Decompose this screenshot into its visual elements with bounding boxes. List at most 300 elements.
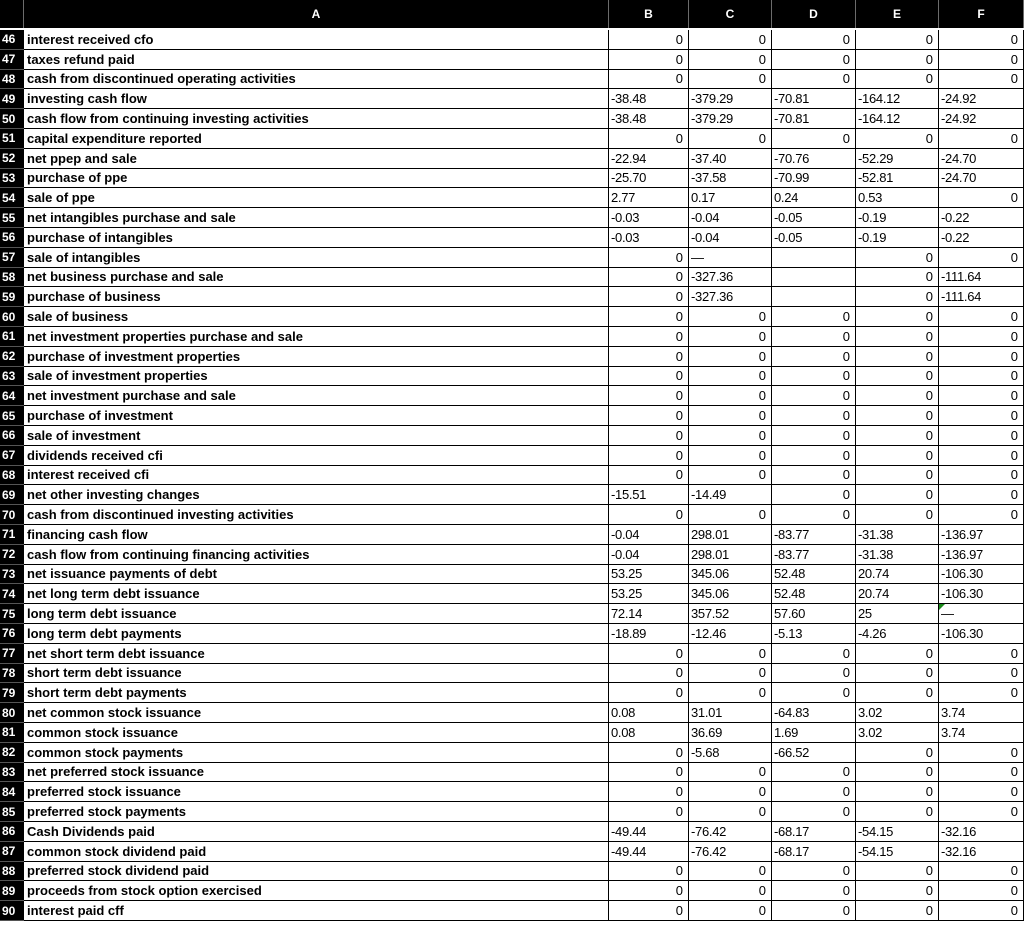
row-header[interactable]: 86 — [0, 822, 24, 842]
cell-value[interactable]: -164.12 — [856, 89, 939, 109]
cell-value[interactable]: — — [689, 248, 772, 268]
cell-value[interactable]: -32.16 — [939, 842, 1024, 862]
cell-value[interactable]: 345.06 — [689, 565, 772, 585]
cell-value[interactable]: -106.30 — [939, 584, 1024, 604]
cell-value[interactable]: 0 — [609, 406, 689, 426]
row-header[interactable]: 53 — [0, 169, 24, 189]
cell-value[interactable]: 0 — [856, 30, 939, 50]
cell-value[interactable]: 3.74 — [939, 703, 1024, 723]
cell-label[interactable]: long term debt issuance — [24, 604, 609, 624]
cell-value[interactable]: 0 — [689, 446, 772, 466]
cell-value[interactable]: 0 — [856, 386, 939, 406]
cell-value[interactable]: 0 — [609, 30, 689, 50]
cell-value[interactable]: 0 — [939, 881, 1024, 901]
cell-label[interactable]: cash from discontinued operating activities — [24, 70, 609, 90]
cell-value[interactable]: 0 — [772, 50, 856, 70]
cell-value[interactable]: 0 — [689, 466, 772, 486]
cell-label[interactable]: taxes refund paid — [24, 50, 609, 70]
cell-value[interactable]: -70.99 — [772, 169, 856, 189]
cell-label[interactable]: net investment properties purchase and sale — [24, 327, 609, 347]
cell-label[interactable]: preferred stock issuance — [24, 782, 609, 802]
row-header[interactable]: 64 — [0, 386, 24, 406]
row-header[interactable]: 68 — [0, 466, 24, 486]
cell-value[interactable]: 0 — [939, 406, 1024, 426]
cell-value[interactable]: 0 — [609, 505, 689, 525]
cell-value[interactable]: 0 — [856, 644, 939, 664]
cell-value[interactable]: -83.77 — [772, 545, 856, 565]
cell-label[interactable]: proceeds from stock option exercised — [24, 881, 609, 901]
row-header[interactable]: 67 — [0, 446, 24, 466]
cell-value[interactable]: 0 — [939, 485, 1024, 505]
cell-value[interactable]: 0 — [772, 70, 856, 90]
cell-value[interactable]: 0.53 — [856, 188, 939, 208]
row-header[interactable]: 81 — [0, 723, 24, 743]
cell-label[interactable]: preferred stock dividend paid — [24, 862, 609, 882]
cell-value[interactable]: 0 — [772, 664, 856, 684]
cell-value[interactable]: 0 — [609, 367, 689, 387]
cell-label[interactable]: long term debt payments — [24, 624, 609, 644]
cell-value[interactable]: 0 — [939, 862, 1024, 882]
cell-label[interactable]: interest received cfo — [24, 30, 609, 50]
cell-value[interactable]: 0.17 — [689, 188, 772, 208]
cell-value[interactable]: 25 — [856, 604, 939, 624]
cell-value[interactable]: 0 — [939, 327, 1024, 347]
cell-value[interactable]: -24.92 — [939, 109, 1024, 129]
cell-value[interactable]: -49.44 — [609, 822, 689, 842]
cell-value[interactable]: 0 — [609, 70, 689, 90]
cell-value[interactable]: -379.29 — [689, 109, 772, 129]
cell-value[interactable]: 0 — [856, 782, 939, 802]
cell-value[interactable]: 0 — [856, 683, 939, 703]
cell-value[interactable]: 0 — [609, 327, 689, 347]
cell-value[interactable]: 0 — [609, 782, 689, 802]
cell-value[interactable]: 0 — [609, 426, 689, 446]
cell-value[interactable]: 0 — [609, 901, 689, 921]
cell-value[interactable]: 53.25 — [609, 565, 689, 585]
cell-value[interactable]: 0 — [772, 386, 856, 406]
cell-value[interactable]: 0 — [609, 446, 689, 466]
cell-value[interactable]: 0 — [856, 763, 939, 783]
cell-value[interactable]: 0 — [689, 30, 772, 50]
cell-label[interactable]: preferred stock payments — [24, 802, 609, 822]
cell-value[interactable]: 0 — [772, 406, 856, 426]
row-header[interactable]: 66 — [0, 426, 24, 446]
cell-label[interactable]: net investment purchase and sale — [24, 386, 609, 406]
cell-value[interactable]: 0 — [689, 50, 772, 70]
cell-value[interactable]: -24.92 — [939, 89, 1024, 109]
cell-label[interactable]: net intangibles purchase and sale — [24, 208, 609, 228]
cell-value[interactable]: 0 — [609, 862, 689, 882]
cell-value[interactable]: 0 — [939, 30, 1024, 50]
cell-value[interactable]: -379.29 — [689, 89, 772, 109]
cell-label[interactable]: cash flow from continuing financing activities — [24, 545, 609, 565]
row-header[interactable]: 61 — [0, 327, 24, 347]
cell-value[interactable]: -52.81 — [856, 169, 939, 189]
cell-value[interactable]: 0 — [939, 782, 1024, 802]
cell-value[interactable]: 0 — [856, 70, 939, 90]
cell-value[interactable]: -38.48 — [609, 89, 689, 109]
cell-value[interactable]: -0.05 — [772, 228, 856, 248]
cell-label[interactable]: financing cash flow — [24, 525, 609, 545]
row-header[interactable]: 74 — [0, 584, 24, 604]
cell-value[interactable]: -22.94 — [609, 149, 689, 169]
cell-value[interactable]: 3.02 — [856, 703, 939, 723]
cell-value[interactable]: 0 — [939, 129, 1024, 149]
cell-label[interactable]: short term debt issuance — [24, 664, 609, 684]
cell-value[interactable]: 36.69 — [689, 723, 772, 743]
cell-value[interactable]: 2.77 — [609, 188, 689, 208]
cell-label[interactable]: purchase of investment properties — [24, 347, 609, 367]
cell-label[interactable]: net ppep and sale — [24, 149, 609, 169]
cell-value[interactable]: 0 — [856, 287, 939, 307]
cell-value[interactable]: -136.97 — [939, 525, 1024, 545]
cell-value[interactable]: -54.15 — [856, 822, 939, 842]
cell-value[interactable]: 0 — [772, 505, 856, 525]
row-header[interactable]: 79 — [0, 683, 24, 703]
cell-value[interactable]: 0 — [772, 862, 856, 882]
cell-value[interactable]: 0 — [856, 485, 939, 505]
cell-value[interactable]: 0 — [772, 683, 856, 703]
cell-value[interactable]: 0 — [772, 347, 856, 367]
cell-value[interactable]: -68.17 — [772, 842, 856, 862]
cell-label[interactable]: dividends received cfi — [24, 446, 609, 466]
cell-value[interactable]: -0.19 — [856, 228, 939, 248]
cell-value[interactable]: 0 — [939, 307, 1024, 327]
cell-value[interactable]: 0 — [856, 881, 939, 901]
cell-value[interactable]: 0 — [856, 446, 939, 466]
row-header[interactable]: 60 — [0, 307, 24, 327]
row-header[interactable]: 59 — [0, 287, 24, 307]
cell-value[interactable]: 0 — [772, 466, 856, 486]
cell-label[interactable]: cash from discontinued investing activities — [24, 505, 609, 525]
row-header[interactable]: 71 — [0, 525, 24, 545]
cell-value[interactable]: 3.74 — [939, 723, 1024, 743]
cell-value[interactable]: 0 — [939, 248, 1024, 268]
cell-value[interactable]: 0 — [609, 802, 689, 822]
cell-value[interactable]: 72.14 — [609, 604, 689, 624]
cell-value[interactable]: 0 — [609, 466, 689, 486]
cell-value[interactable]: -164.12 — [856, 109, 939, 129]
cell-value[interactable]: 0 — [689, 901, 772, 921]
cell-value[interactable]: 0 — [772, 763, 856, 783]
cell-value[interactable]: -106.30 — [939, 624, 1024, 644]
row-header[interactable]: 54 — [0, 188, 24, 208]
cell-value[interactable]: 0 — [689, 782, 772, 802]
cell-label[interactable]: net other investing changes — [24, 485, 609, 505]
cell-value[interactable]: -15.51 — [609, 485, 689, 505]
cell-value[interactable]: -0.04 — [609, 545, 689, 565]
cell-value[interactable]: 0 — [939, 188, 1024, 208]
row-header[interactable]: 49 — [0, 89, 24, 109]
cell-value[interactable]: 0 — [609, 50, 689, 70]
cell-value[interactable]: -49.44 — [609, 842, 689, 862]
cell-value[interactable]: -327.36 — [689, 287, 772, 307]
cell-label[interactable]: short term debt payments — [24, 683, 609, 703]
cell-value[interactable]: -111.64 — [939, 268, 1024, 288]
cell-value[interactable]: 0 — [772, 426, 856, 446]
row-header[interactable]: 88 — [0, 862, 24, 882]
cell-value[interactable]: 0 — [689, 505, 772, 525]
cell-value[interactable]: -5.13 — [772, 624, 856, 644]
cell-value[interactable] — [772, 248, 856, 268]
row-header[interactable]: 83 — [0, 763, 24, 783]
cell-label[interactable]: investing cash flow — [24, 89, 609, 109]
cell-value[interactable]: -31.38 — [856, 525, 939, 545]
row-header[interactable]: 48 — [0, 70, 24, 90]
cell-value[interactable]: 0 — [689, 664, 772, 684]
cell-value[interactable]: 0 — [772, 129, 856, 149]
cell-value[interactable]: 0.24 — [772, 188, 856, 208]
cell-value[interactable]: 0 — [856, 367, 939, 387]
cell-value[interactable]: 52.48 — [772, 584, 856, 604]
cell-value[interactable]: 0 — [689, 881, 772, 901]
cell-value[interactable]: -0.04 — [689, 208, 772, 228]
cell-value[interactable]: -31.38 — [856, 545, 939, 565]
cell-value[interactable]: 0 — [939, 763, 1024, 783]
cell-value[interactable]: -0.03 — [609, 208, 689, 228]
row-header[interactable]: 46 — [0, 30, 24, 50]
row-header[interactable]: 80 — [0, 703, 24, 723]
cell-value[interactable]: -5.68 — [689, 743, 772, 763]
cell-value[interactable]: 0 — [772, 307, 856, 327]
cell-label[interactable]: net business purchase and sale — [24, 268, 609, 288]
cell-value[interactable]: 0 — [689, 763, 772, 783]
cell-label[interactable]: sale of investment — [24, 426, 609, 446]
cell-value[interactable]: -83.77 — [772, 525, 856, 545]
cell-value[interactable]: -70.81 — [772, 89, 856, 109]
cell-value[interactable]: 0 — [689, 129, 772, 149]
cell-value[interactable]: 0 — [856, 901, 939, 921]
cell-value[interactable]: 0 — [689, 683, 772, 703]
row-header[interactable]: 75 — [0, 604, 24, 624]
row-header[interactable]: 58 — [0, 268, 24, 288]
cell-value[interactable]: 0 — [689, 347, 772, 367]
cell-value[interactable]: 0 — [609, 683, 689, 703]
cell-value[interactable]: 0 — [939, 367, 1024, 387]
cell-value[interactable]: 52.48 — [772, 565, 856, 585]
column-header-e[interactable]: E — [856, 0, 939, 28]
cell-label[interactable]: sale of investment properties — [24, 367, 609, 387]
cell-value[interactable]: 57.60 — [772, 604, 856, 624]
cell-value[interactable]: 0 — [689, 406, 772, 426]
cell-value[interactable]: -76.42 — [689, 822, 772, 842]
cell-label[interactable]: interest received cfi — [24, 466, 609, 486]
cell-value[interactable]: 0 — [856, 466, 939, 486]
cell-value[interactable]: 0 — [939, 446, 1024, 466]
cell-value[interactable]: -0.22 — [939, 208, 1024, 228]
cell-value[interactable]: 0 — [939, 505, 1024, 525]
cell-value[interactable]: -37.58 — [689, 169, 772, 189]
cell-value[interactable]: 0 — [689, 70, 772, 90]
cell-label[interactable]: net short term debt issuance — [24, 644, 609, 664]
row-header[interactable]: 47 — [0, 50, 24, 70]
cell-value[interactable]: 31.01 — [689, 703, 772, 723]
row-header[interactable]: 62 — [0, 347, 24, 367]
cell-value[interactable]: -0.19 — [856, 208, 939, 228]
cell-value[interactable]: -70.76 — [772, 149, 856, 169]
cell-value[interactable]: 0 — [939, 466, 1024, 486]
cell-value[interactable]: 0 — [856, 862, 939, 882]
cell-value[interactable]: 0 — [772, 446, 856, 466]
cell-value[interactable]: -52.29 — [856, 149, 939, 169]
cell-value[interactable]: 53.25 — [609, 584, 689, 604]
cell-value[interactable]: -0.05 — [772, 208, 856, 228]
cell-value[interactable]: -24.70 — [939, 149, 1024, 169]
cell-value[interactable]: 0 — [856, 406, 939, 426]
cell-value[interactable]: 0 — [689, 386, 772, 406]
cell-value[interactable]: -4.26 — [856, 624, 939, 644]
cell-value[interactable]: 0 — [689, 426, 772, 446]
cell-value[interactable]: -111.64 — [939, 287, 1024, 307]
cell-label[interactable]: purchase of ppe — [24, 169, 609, 189]
cell-value[interactable]: -0.03 — [609, 228, 689, 248]
cell-label[interactable]: capital expenditure reported — [24, 129, 609, 149]
cell-value[interactable]: 0 — [856, 664, 939, 684]
cell-value[interactable]: 0 — [609, 386, 689, 406]
cell-value[interactable]: 20.74 — [856, 584, 939, 604]
cell-value[interactable] — [772, 287, 856, 307]
cell-value[interactable]: -12.46 — [689, 624, 772, 644]
cell-value[interactable]: 0 — [939, 802, 1024, 822]
cell-value[interactable] — [772, 268, 856, 288]
cell-label[interactable]: purchase of intangibles — [24, 228, 609, 248]
cell-label[interactable]: interest paid cff — [24, 901, 609, 921]
cell-value[interactable]: -66.52 — [772, 743, 856, 763]
cell-value[interactable]: -136.97 — [939, 545, 1024, 565]
column-header-c[interactable]: C — [689, 0, 772, 28]
cell-value[interactable]: 0 — [939, 347, 1024, 367]
cell-value[interactable]: -0.04 — [689, 228, 772, 248]
cell-value[interactable]: -37.40 — [689, 149, 772, 169]
cell-value[interactable]: 0 — [772, 30, 856, 50]
cell-value[interactable]: 0 — [609, 287, 689, 307]
row-header[interactable]: 51 — [0, 129, 24, 149]
row-header[interactable]: 82 — [0, 743, 24, 763]
cell-value[interactable]: 0 — [689, 862, 772, 882]
cell-value[interactable]: 0 — [939, 386, 1024, 406]
cell-value[interactable]: 0 — [609, 664, 689, 684]
cell-label[interactable]: net preferred stock issuance — [24, 763, 609, 783]
cell-value[interactable]: 0 — [856, 327, 939, 347]
row-header[interactable]: 90 — [0, 901, 24, 921]
cell-value[interactable]: 0 — [856, 347, 939, 367]
cell-value[interactable]: 0 — [856, 307, 939, 327]
row-header[interactable]: 85 — [0, 802, 24, 822]
cell-value[interactable]: 0 — [939, 426, 1024, 446]
cell-value[interactable]: 0.08 — [609, 723, 689, 743]
cell-value[interactable]: 0 — [856, 743, 939, 763]
cell-label[interactable]: purchase of business — [24, 287, 609, 307]
cell-value[interactable]: -0.04 — [609, 525, 689, 545]
cell-value[interactable]: 0 — [609, 268, 689, 288]
cell-value[interactable]: 0 — [856, 268, 939, 288]
cell-label[interactable]: cash flow from continuing investing activities — [24, 109, 609, 129]
row-header[interactable]: 52 — [0, 149, 24, 169]
cell-label[interactable]: Cash Dividends paid — [24, 822, 609, 842]
row-header[interactable]: 89 — [0, 881, 24, 901]
cell-value[interactable]: -54.15 — [856, 842, 939, 862]
cell-value[interactable]: 0 — [939, 70, 1024, 90]
cell-value[interactable]: 298.01 — [689, 525, 772, 545]
cell-label[interactable]: sale of intangibles — [24, 248, 609, 268]
cell-value[interactable]: 0 — [939, 743, 1024, 763]
cell-value[interactable]: 345.06 — [689, 584, 772, 604]
row-header[interactable]: 77 — [0, 644, 24, 664]
cell-value[interactable]: 20.74 — [856, 565, 939, 585]
cell-value[interactable]: 0 — [609, 248, 689, 268]
row-header[interactable]: 84 — [0, 782, 24, 802]
cell-value[interactable]: 0 — [939, 664, 1024, 684]
cell-value[interactable]: 0 — [772, 327, 856, 347]
cell-value[interactable]: 0 — [689, 327, 772, 347]
row-header[interactable]: 55 — [0, 208, 24, 228]
cell-value[interactable]: 0 — [939, 644, 1024, 664]
cell-value[interactable]: 0 — [772, 644, 856, 664]
cell-value[interactable]: 0 — [772, 367, 856, 387]
cell-value[interactable]: 0 — [689, 644, 772, 664]
cell-value[interactable]: 0 — [939, 901, 1024, 921]
cell-value[interactable]: -76.42 — [689, 842, 772, 862]
cell-value[interactable]: 0 — [609, 129, 689, 149]
cell-value[interactable]: 0 — [689, 307, 772, 327]
row-header[interactable]: 63 — [0, 367, 24, 387]
cell-value[interactable]: 0 — [609, 347, 689, 367]
cell-value[interactable]: — — [939, 604, 1024, 624]
cell-value[interactable]: -24.70 — [939, 169, 1024, 189]
select-all-corner[interactable] — [0, 0, 24, 28]
cell-label[interactable]: common stock payments — [24, 743, 609, 763]
cell-value[interactable]: 0 — [689, 367, 772, 387]
cell-value[interactable]: -68.17 — [772, 822, 856, 842]
cell-value[interactable]: 298.01 — [689, 545, 772, 565]
row-header[interactable]: 65 — [0, 406, 24, 426]
row-header[interactable]: 70 — [0, 505, 24, 525]
cell-value[interactable]: 0 — [772, 782, 856, 802]
cell-value[interactable]: 0 — [856, 248, 939, 268]
row-header[interactable]: 73 — [0, 565, 24, 585]
cell-value[interactable]: 357.52 — [689, 604, 772, 624]
row-header[interactable]: 50 — [0, 109, 24, 129]
row-header[interactable]: 87 — [0, 842, 24, 862]
row-header[interactable]: 78 — [0, 664, 24, 684]
cell-value[interactable]: 0 — [856, 505, 939, 525]
cell-value[interactable]: 0 — [772, 901, 856, 921]
cell-value[interactable]: 0 — [772, 881, 856, 901]
cell-value[interactable]: 0 — [609, 644, 689, 664]
column-header-b[interactable]: B — [609, 0, 689, 28]
cell-value[interactable]: 0 — [772, 485, 856, 505]
cell-value[interactable]: 0 — [856, 50, 939, 70]
cell-label[interactable]: purchase of investment — [24, 406, 609, 426]
cell-value[interactable]: 0 — [609, 763, 689, 783]
column-header-f[interactable]: F — [939, 0, 1024, 28]
cell-label[interactable]: sale of business — [24, 307, 609, 327]
cell-value[interactable]: 0.08 — [609, 703, 689, 723]
cell-value[interactable]: -25.70 — [609, 169, 689, 189]
cell-value[interactable]: -327.36 — [689, 268, 772, 288]
cell-value[interactable]: 0 — [856, 802, 939, 822]
cell-label[interactable]: common stock dividend paid — [24, 842, 609, 862]
cell-value[interactable]: 0 — [856, 129, 939, 149]
cell-value[interactable]: -0.22 — [939, 228, 1024, 248]
cell-value[interactable]: -38.48 — [609, 109, 689, 129]
cell-value[interactable]: 0 — [609, 743, 689, 763]
row-header[interactable]: 69 — [0, 485, 24, 505]
cell-value[interactable]: -64.83 — [772, 703, 856, 723]
cell-label[interactable]: sale of ppe — [24, 188, 609, 208]
cell-value[interactable]: 0 — [939, 683, 1024, 703]
cell-value[interactable]: -18.89 — [609, 624, 689, 644]
